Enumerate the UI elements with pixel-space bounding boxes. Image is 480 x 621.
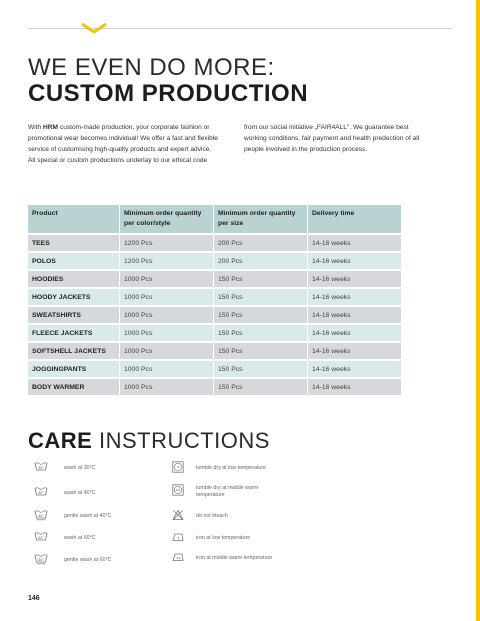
tumble-dry-low-icon bbox=[172, 461, 184, 476]
product-cell: TEES bbox=[28, 235, 120, 251]
delivery-cell: 14-16 weeks bbox=[308, 343, 401, 359]
intro-right-paragraph: from our social initiative „FAIR4ALL". We guarantee best working conditions, fair payment and health predection of all people involved in the production process. bbox=[244, 124, 420, 153]
care-item-tumble-dry-medium bbox=[172, 484, 286, 499]
table-row bbox=[28, 271, 401, 287]
min-color-cell: 1000 Pcs bbox=[120, 325, 214, 341]
min-size-cell: 200 Pcs bbox=[214, 253, 308, 269]
wash-60-icon bbox=[34, 531, 48, 546]
care-label: wash at 30°C bbox=[64, 465, 96, 471]
care-item-iron-medium bbox=[172, 551, 286, 566]
header-min-size: Minimum order quantity per size bbox=[214, 205, 308, 233]
product-cell: BODY WARMER bbox=[28, 379, 120, 395]
product-cell: HOODY JACKETS bbox=[28, 289, 120, 305]
table-row bbox=[28, 361, 401, 377]
delivery-cell: 14-16 weeks bbox=[308, 361, 401, 377]
no-bleach-icon bbox=[172, 509, 184, 524]
care-item-no-bleach bbox=[172, 509, 286, 524]
care-label: iron at low temperature bbox=[196, 535, 251, 541]
page-title-line1: WE EVEN DO MORE: bbox=[28, 54, 275, 81]
svg-text:60°: 60° bbox=[38, 557, 44, 562]
min-size-cell: 150 Pcs bbox=[214, 307, 308, 323]
min-size-cell: 150 Pcs bbox=[214, 379, 308, 395]
delivery-cell: 14-16 weeks bbox=[308, 379, 401, 395]
min-color-cell: 1000 Pcs bbox=[120, 289, 214, 305]
care-item-wash-60 bbox=[34, 531, 96, 546]
page-number: 146 bbox=[28, 595, 40, 602]
iron-medium-icon bbox=[172, 551, 184, 566]
table-row bbox=[28, 343, 401, 359]
iron-low-icon bbox=[172, 531, 184, 546]
header-delivery: Delivery time bbox=[308, 205, 401, 233]
header-min-color: Minimum order quantity per color/style bbox=[120, 205, 214, 233]
gentle-wash-60-icon bbox=[34, 553, 48, 568]
wash-40-icon bbox=[34, 486, 48, 501]
accent-strip bbox=[476, 0, 480, 621]
care-label: tumble dry at low temperature bbox=[196, 465, 267, 471]
min-color-cell: 1000 Pcs bbox=[120, 343, 214, 359]
delivery-cell: 14-16 weeks bbox=[308, 307, 401, 323]
min-size-cell: 150 Pcs bbox=[214, 361, 308, 377]
delivery-cell: 14-16 weeks bbox=[308, 253, 401, 269]
care-label: wash at 60°C bbox=[64, 535, 96, 541]
care-item-wash-30 bbox=[34, 461, 96, 476]
min-size-cell: 150 Pcs bbox=[214, 271, 308, 287]
table-row bbox=[28, 253, 401, 269]
min-size-cell: 150 Pcs bbox=[214, 325, 308, 341]
table-row bbox=[28, 307, 401, 323]
brand-name: HRM bbox=[43, 124, 59, 131]
table-header-row bbox=[28, 205, 401, 233]
svg-text:40°: 40° bbox=[38, 490, 44, 495]
min-color-cell: 1000 Pcs bbox=[120, 361, 214, 377]
table-row bbox=[28, 235, 401, 251]
care-item-gentle-wash-40 bbox=[34, 509, 111, 524]
delivery-cell: 14-16 weeks bbox=[308, 235, 401, 251]
gentle-wash-40-icon bbox=[34, 509, 48, 524]
care-item-gentle-wash-60 bbox=[34, 553, 111, 568]
page-title-line2: CUSTOM PRODUCTION bbox=[28, 80, 309, 107]
product-cell: SOFTSHELL JACKETS bbox=[28, 343, 120, 359]
product-cell: POLOS bbox=[28, 253, 120, 269]
tumble-dry-medium-icon bbox=[172, 484, 184, 499]
table-row bbox=[28, 325, 401, 341]
product-cell: JOGGINGPANTS bbox=[28, 361, 120, 377]
care-item-wash-40 bbox=[34, 486, 96, 501]
intro-left-paragraph: With HRM custom-made production, your corporate fashion or promotional wear becomes individual! We offer a fast and flexible service of customising high-quality products and expert advice. All special or custom productions underlay to our ethical code bbox=[28, 124, 218, 164]
care-item-iron-low bbox=[172, 531, 286, 546]
min-color-cell: 1200 Pcs bbox=[120, 235, 214, 251]
delivery-cell: 14-16 weeks bbox=[308, 271, 401, 287]
care-label: tumble dry at middle warm temperature bbox=[196, 484, 259, 498]
product-cell: FLEECE JACKETS bbox=[28, 325, 120, 341]
care-label: gentle wash at 40°C bbox=[64, 513, 112, 519]
product-cell: SWEATSHIRTS bbox=[28, 307, 120, 323]
chevron-down-icon bbox=[80, 22, 108, 34]
min-color-cell: 1000 Pcs bbox=[120, 307, 214, 323]
care-item-tumble-dry-low bbox=[172, 461, 286, 476]
product-cell: HOODIES bbox=[28, 271, 120, 287]
table-row bbox=[28, 379, 401, 395]
care-label: iron at middle warm temperature bbox=[196, 555, 273, 561]
care-title: CARE INSTRUCTIONS bbox=[28, 428, 270, 453]
delivery-cell: 14-16 weeks bbox=[308, 325, 401, 341]
delivery-cell: 14-16 weeks bbox=[308, 289, 401, 305]
min-color-cell: 1000 Pcs bbox=[120, 379, 214, 395]
wash-30-icon bbox=[34, 461, 48, 476]
care-label: do not bleach bbox=[196, 513, 228, 519]
table-row bbox=[28, 289, 401, 305]
min-size-cell: 150 Pcs bbox=[214, 289, 308, 305]
min-size-cell: 150 Pcs bbox=[214, 343, 308, 359]
min-color-cell: 1000 Pcs bbox=[120, 271, 214, 287]
production-table bbox=[28, 203, 401, 397]
care-label: wash at 40°C bbox=[64, 490, 96, 496]
svg-text:30°: 30° bbox=[38, 465, 44, 470]
care-label: gentle wash at 60°C bbox=[64, 557, 112, 563]
min-color-cell: 1200 Pcs bbox=[120, 253, 214, 269]
svg-text:60°: 60° bbox=[38, 535, 44, 540]
min-size-cell: 200 Pcs bbox=[214, 235, 308, 251]
header-product: Product bbox=[28, 205, 120, 233]
svg-text:40°: 40° bbox=[38, 513, 44, 518]
